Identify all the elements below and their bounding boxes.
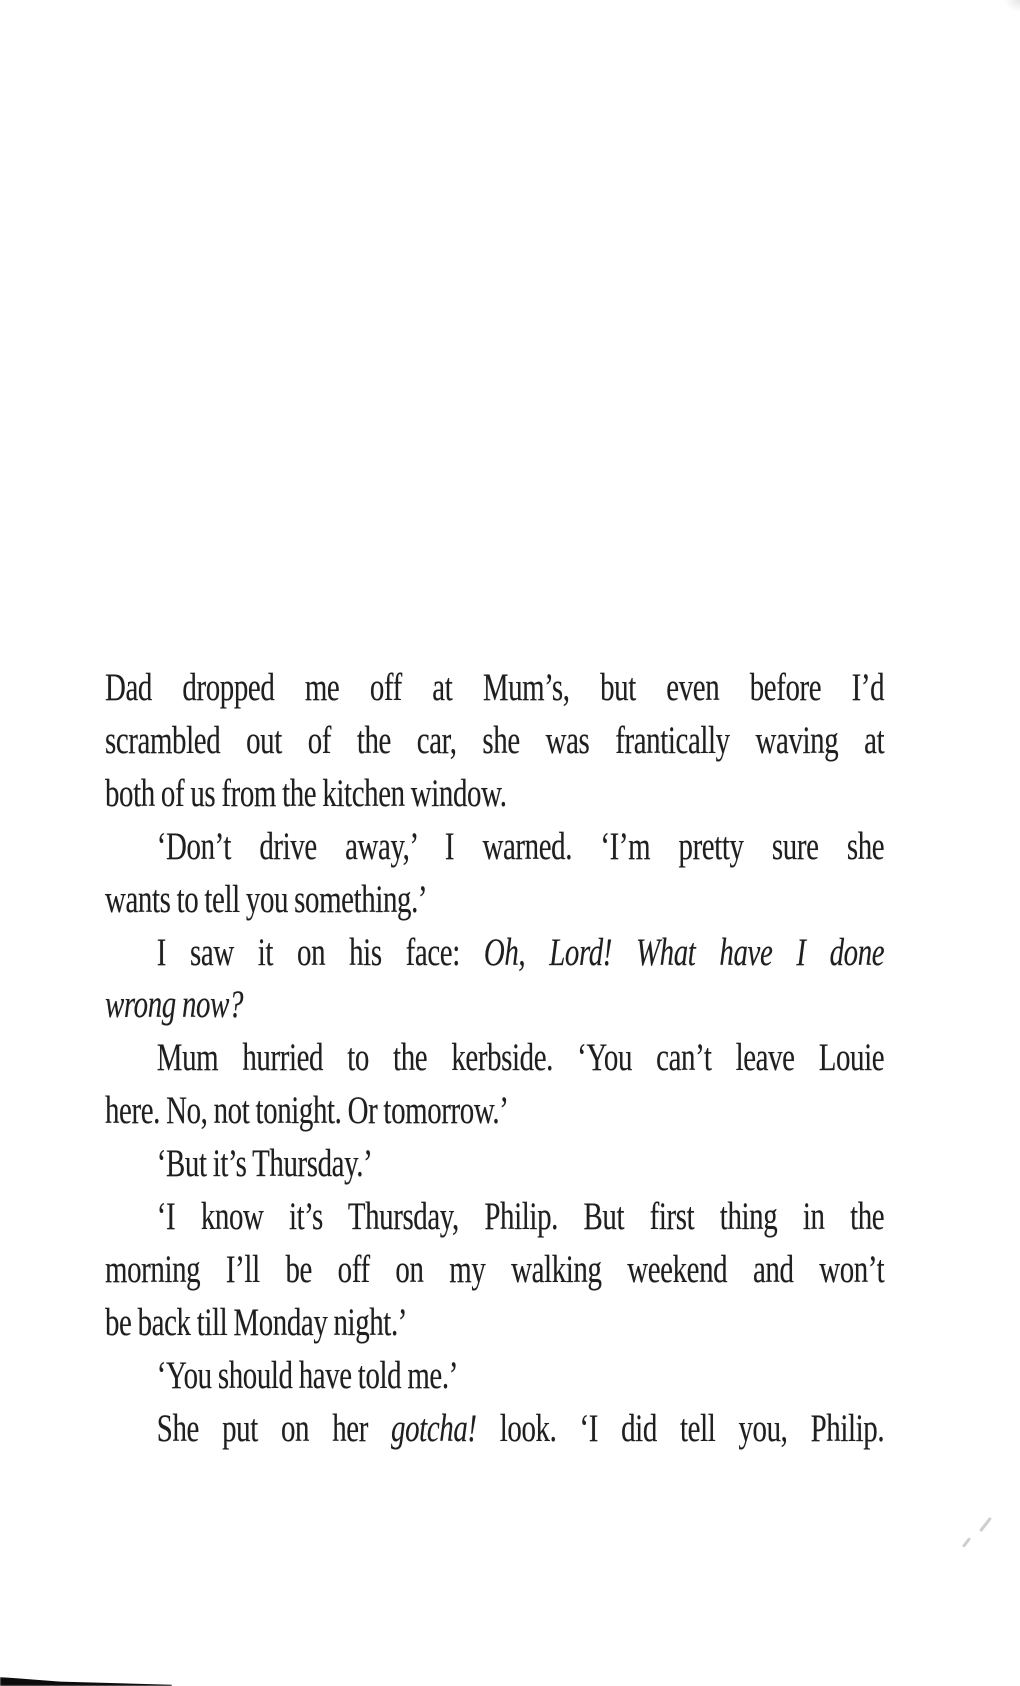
- text-segment: scrambled out of the car, she was frantically waving at: [105, 718, 885, 762]
- text-segment: Mum hurried to the kerbside. ‘You can’t leave Louie: [156, 1036, 885, 1080]
- text-segment-italic: Oh, Lord! What have I done: [483, 930, 885, 974]
- text-segment: She put on her: [156, 1406, 392, 1450]
- text-segment: Dad dropped me off at Mum’s, but even before I’d: [105, 666, 885, 709]
- text-segment-italic: wrong now?: [105, 983, 244, 1027]
- text-line: [105, 1297, 884, 1350]
- text-line: [105, 927, 884, 980]
- pencil-mark: [979, 1517, 992, 1532]
- page-edge-shadow: [0, 1677, 172, 1686]
- text-line: [105, 979, 884, 1032]
- text-segment: look. ‘I did tell you, Philip.: [476, 1406, 885, 1450]
- text-line: [105, 662, 884, 715]
- text-segment: both of us from the kitchen window.: [105, 771, 507, 815]
- text-segment: wants to tell you something.’: [105, 877, 428, 921]
- text-segment-italic: gotcha!: [391, 1406, 477, 1450]
- text-line: [105, 768, 884, 821]
- text-line: [105, 1403, 884, 1456]
- text-line: [105, 874, 884, 927]
- text-segment: ‘But it’s Thursday.’: [156, 1142, 373, 1186]
- corner-smudge: [1004, 0, 1020, 12]
- text-segment: here. No, not tonight. Or tomorrow.’: [105, 1089, 509, 1133]
- text-line: [105, 1244, 884, 1297]
- text-segment: be back till Monday night.’: [105, 1300, 408, 1344]
- pencil-mark: [962, 1537, 971, 1548]
- body-text-block: [105, 662, 884, 1456]
- text-line: [105, 1032, 884, 1085]
- text-segment: ‘I know it’s Thursday, Philip. But first thing in the: [156, 1195, 885, 1239]
- text-segment: ‘Don’t drive away,’ I warned. ‘I’m pretty sure she: [156, 824, 885, 868]
- text-segment: I saw it on his face:: [156, 930, 484, 974]
- text-segment: morning I’ll be off on my walking weekend and won’t: [105, 1247, 885, 1291]
- text-line: [105, 715, 884, 768]
- text-line: [105, 1350, 884, 1403]
- text-line: [105, 1085, 884, 1138]
- text-line: [105, 1191, 884, 1244]
- text-line: [105, 1138, 884, 1191]
- text-segment: ‘You should have told me.’: [156, 1353, 458, 1397]
- text-line: [105, 821, 884, 874]
